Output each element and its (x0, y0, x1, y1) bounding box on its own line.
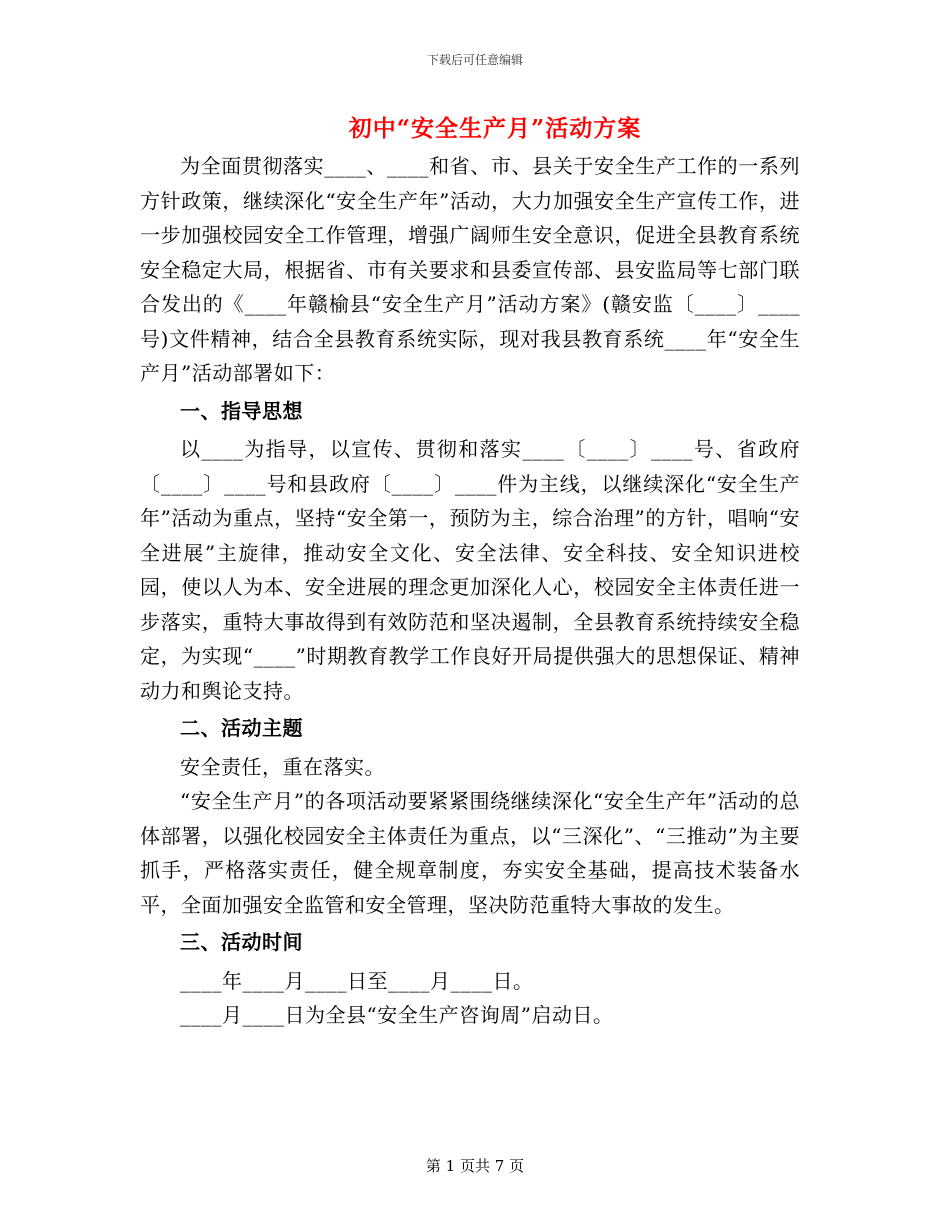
header-note: 下载后可任意编辑 (426, 53, 523, 67)
document-body (140, 149, 800, 1033)
page-number: 第 1 页共 7 页 (425, 1157, 525, 1175)
section-heading-activity-time: 三、活动时间 (180, 930, 303, 954)
activity-time-line-1: ____年____月____日至____月____日。 (180, 968, 534, 993)
document-title: 初中“安全生产月”活动方案 (348, 115, 642, 142)
activity-theme-paragraph: “安全生产月”的各项活动要紧紧围绕继续深化“安全生产年”活动的总体部署，以强化校园安全主体责任为重点，以“三深化”、“三推动”为主要抓手，严格落实责任，健全规章制度，夯实安全基础，提高技术装备水平，全面加强安全监管和安全管理，坚决防范重特大事故的发生。 (140, 789, 800, 917)
activity-theme-line: 安全责任，重在落实。 (180, 754, 385, 779)
section-heading-activity-theme: 二、活动主题 (180, 716, 303, 740)
activity-time-line-2: ____月____日为全县“安全生产咨询周”启动日。 (180, 1003, 614, 1027)
intro-paragraph: 为全面贯彻落实____、____和省、市、县关于安全生产工作的一系列方针政策，继续深化“安全生产年”活动，大力加强安全生产宣传工作，进一步加强校园安全工作管理，增强广阔师生安全意识，促进全县教育系统安全稳定大局，根据省、市有关要求和县委宣传部、县安监局等七部门联合发出的《____年赣榆县“安全生产月”活动方案》(赣安监〔____〕____号)文件精神，结合全县教育系统实际，现对我县教育系统____年“安全生产月”活动部署如下： (140, 154, 800, 385)
guiding-ideology-paragraph: 以____为指导，以宣传、贯彻和落实____〔____〕____号、省政府〔____〕____号和县政府〔____〕____件为主线，以继续深化“安全生产年”活动为重点，坚持“安全第一，预防为主，综合治理”的方针，唱响“安全进展”主旋律，推动安全文化、安全法律、安全科技、安全知识进校园，使以人为本、安全进展的理念更加深化人心，校园安全主体责任进一步落实，重特大事故得到有效防范和坚决遏制，全县教育系统持续安全稳定，为实现“____”时期教育教学工作良好开局提供强大的思想保证、精神动力和舆论支持。 (140, 437, 800, 703)
section-heading-guiding-ideology: 一、指导思想 (180, 398, 303, 423)
